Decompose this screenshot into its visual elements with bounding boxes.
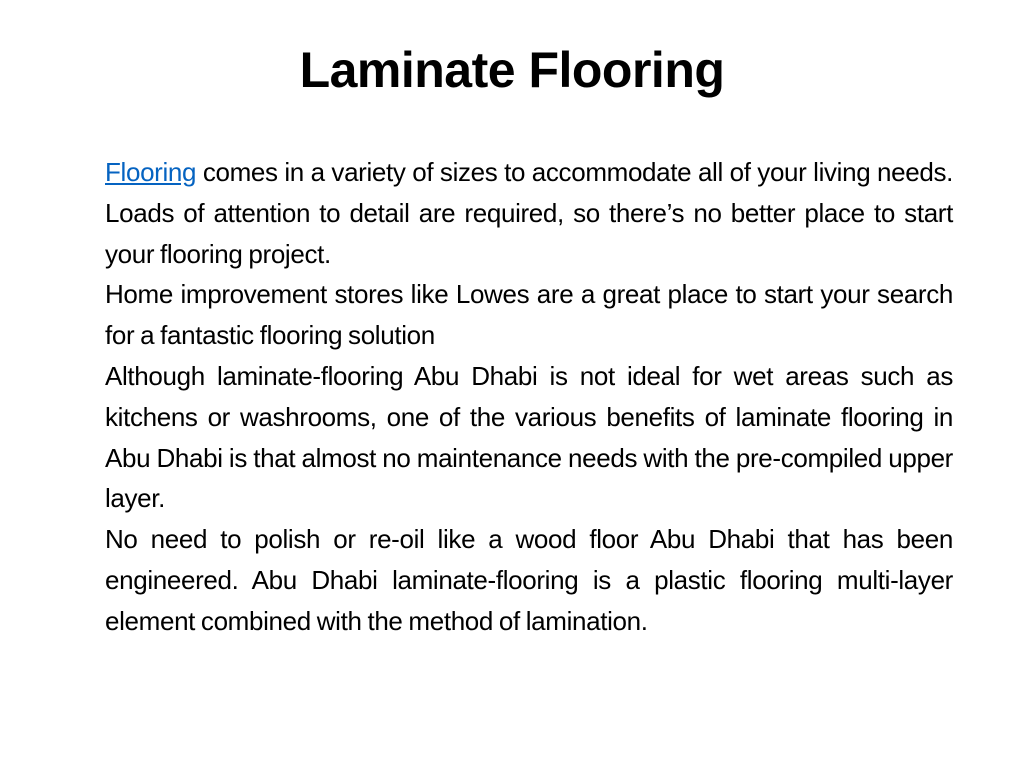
flooring-link[interactable]: Flooring bbox=[105, 157, 197, 187]
paragraph-intro-text: comes in a variety of sizes to accommodate all of your living needs. Loads of attention to detail are required, so there’s no better place to start your flooring project. bbox=[105, 157, 953, 269]
paragraph-maintenance: No need to polish or re-oil like a wood floor Abu Dhabi that has been engineered. Abu Dhabi laminate-flooring is a plastic flooring multi-layer element combined with the method of lamination. bbox=[105, 524, 953, 636]
slide-title: Laminate Flooring bbox=[299, 42, 725, 98]
slide-body bbox=[105, 152, 953, 642]
paragraph-intro bbox=[105, 152, 953, 274]
paragraph-home-improvement: Home improvement stores like Lowes are a great place to start your search for a fantastic flooring solution bbox=[105, 279, 953, 351]
paragraph-benefits: Although laminate-flooring Abu Dhabi is not ideal for wet areas such as kitchens or washrooms, one of the various benefits of laminate flooring in Abu Dhabi is that almost no maintenance needs with the pre-compiled upper layer. bbox=[105, 360, 953, 514]
